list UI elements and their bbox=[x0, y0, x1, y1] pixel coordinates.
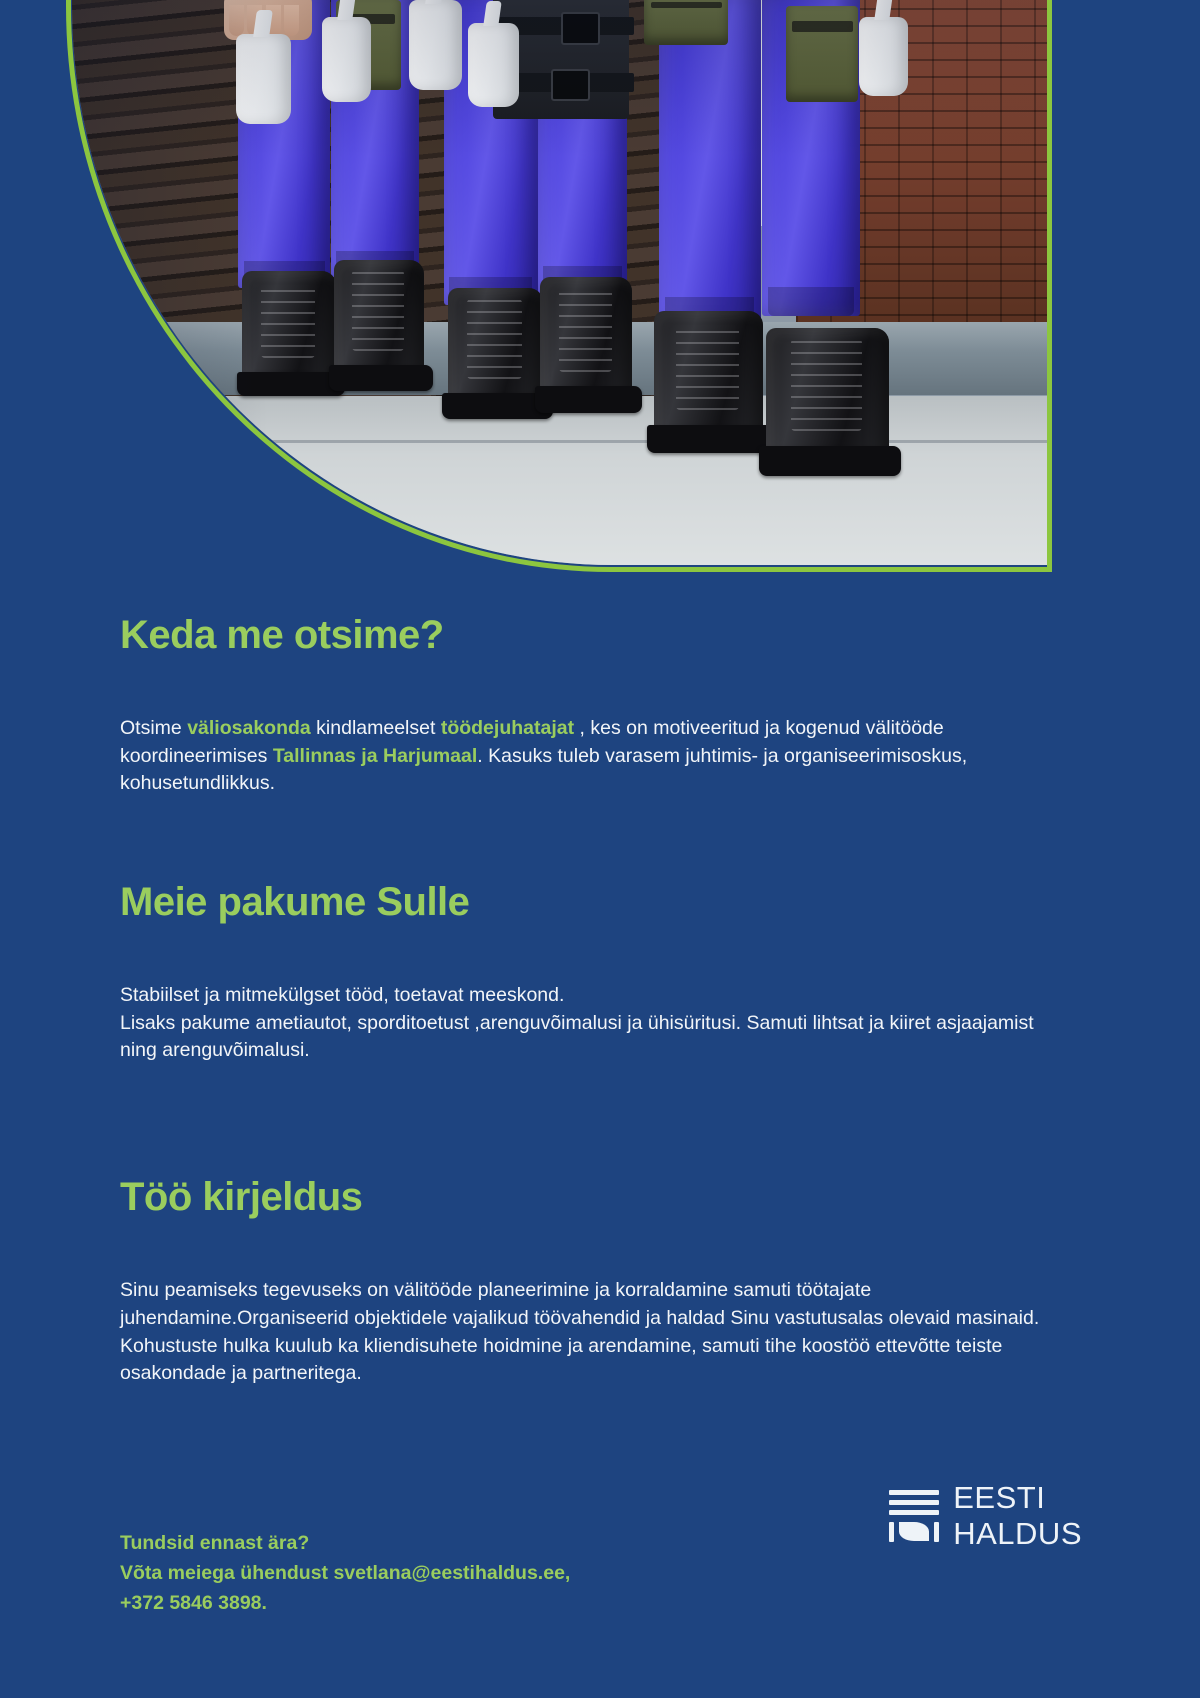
photo-boot-laces bbox=[352, 270, 404, 351]
logo-mark-icon bbox=[889, 1490, 939, 1542]
photo-boot-sole bbox=[329, 365, 433, 391]
photo-boot-laces bbox=[559, 288, 612, 372]
photo-bottle-neck bbox=[874, 0, 892, 20]
photo-vest-buckle bbox=[551, 69, 590, 101]
photo-boot bbox=[242, 271, 336, 395]
photo-bottle-neck bbox=[253, 10, 273, 37]
photo-boot-sole bbox=[647, 425, 774, 453]
photo-spray-bottle bbox=[859, 17, 908, 96]
photo-boot-sole bbox=[759, 446, 901, 475]
photo-boot-laces bbox=[791, 339, 862, 430]
photo-utility-pouch bbox=[786, 6, 858, 102]
logo-vertical-bar bbox=[889, 1522, 894, 1542]
photo-spray-bottle bbox=[409, 0, 462, 90]
photo-bottle-neck bbox=[484, 1, 503, 26]
photo-boot-sole bbox=[535, 386, 642, 413]
photo-bottle-neck bbox=[425, 0, 445, 4]
section-heading: Keda me otsime? bbox=[120, 613, 444, 657]
logo-wordmark bbox=[953, 1482, 1082, 1549]
photo-boot bbox=[448, 288, 544, 418]
section-meie-pakume-sulle bbox=[0, 880, 1200, 1065]
hero-photo bbox=[72, 0, 1050, 565]
photo-boot bbox=[540, 277, 632, 413]
photo-vest-buckle bbox=[561, 12, 600, 44]
section-keda-me-otsime bbox=[0, 613, 1200, 798]
leaf-row-icon bbox=[889, 1522, 939, 1542]
photo-finger bbox=[229, 5, 244, 37]
logo-bar bbox=[889, 1490, 939, 1495]
logo-bar bbox=[889, 1500, 939, 1505]
logo-vertical-bar bbox=[934, 1522, 939, 1542]
contact-line-email[interactable]: Võta meiega ühendust svetlana@eestihaldus.ee, bbox=[120, 1562, 571, 1585]
section-paragraph: Sinu peamiseks tegevuseks on välitööde planeerimine ja korraldamine samuti töötajate juhendamine.Organiseerid objektidele vajalikud töövahendid ja haldad Sinu vastutusalas olevaid masinaid. Kohustuste hulka kuulub ka kliendisuhete hoidmine ja arendamine, samuti tihe koostöö ettevõtte teiste osakondade ja partneritega. bbox=[120, 1279, 1040, 1385]
section-heading: Meie pakume Sulle bbox=[120, 880, 470, 925]
photo-boot bbox=[654, 311, 764, 452]
photo-boot-laces bbox=[467, 299, 523, 380]
logo-word-haldus: HALDUS bbox=[953, 1516, 1082, 1551]
photo-bottle-neck bbox=[337, 0, 355, 20]
photo-boot-laces bbox=[676, 322, 740, 410]
job-posting-content bbox=[0, 565, 1200, 1619]
logo-bar bbox=[889, 1510, 939, 1515]
leaf-icon bbox=[899, 1522, 929, 1541]
photo-finger bbox=[284, 5, 299, 37]
contact-line-phone[interactable]: +372 5846 3898. bbox=[120, 1592, 267, 1615]
photo-spray-bottle bbox=[236, 34, 291, 124]
photo-boot-laces bbox=[261, 281, 315, 358]
hero-banner bbox=[72, 0, 1050, 565]
photo-boot bbox=[766, 328, 888, 475]
contact-line-question: Tundsid ennast ära? bbox=[120, 1531, 310, 1554]
photo-spray-bottle bbox=[468, 23, 519, 108]
logo-word-eesti: EESTI bbox=[953, 1480, 1046, 1515]
eesti-haldus-logo bbox=[889, 1482, 1082, 1549]
photo-leg bbox=[659, 0, 761, 328]
section-paragraph: Otsime väliosakonda kindlameelset töödejuhatajat , kes on motiveeritud ja kogenud välitööde koordineerimises Tallinnas ja Harjumaal. Kasuks tuleb varasem juhtimis- ja organiseerimisoskus, kohusetundlikkus. bbox=[120, 717, 968, 795]
photo-spray-bottle bbox=[322, 17, 371, 102]
section-paragraph: Stabiilset ja mitmekülgset tööd, toetavat meeskond. Lisaks pakume ametiautot, sporditoetust ,arenguvõimalusi ja ühisüritusi. Samuti lihtsat ja kiiret asjaajamist ning arenguvõimalusi. bbox=[120, 984, 1034, 1062]
section-too-kirjeldus bbox=[0, 1175, 1200, 1388]
photo-workers-group bbox=[72, 0, 1050, 565]
photo-boot bbox=[334, 260, 424, 390]
section-heading: Töö kirjeldus bbox=[120, 1175, 363, 1220]
photo-utility-pouch bbox=[644, 0, 728, 45]
hero-photo-clip bbox=[72, 0, 1050, 565]
three-bars-icon bbox=[889, 1490, 939, 1515]
